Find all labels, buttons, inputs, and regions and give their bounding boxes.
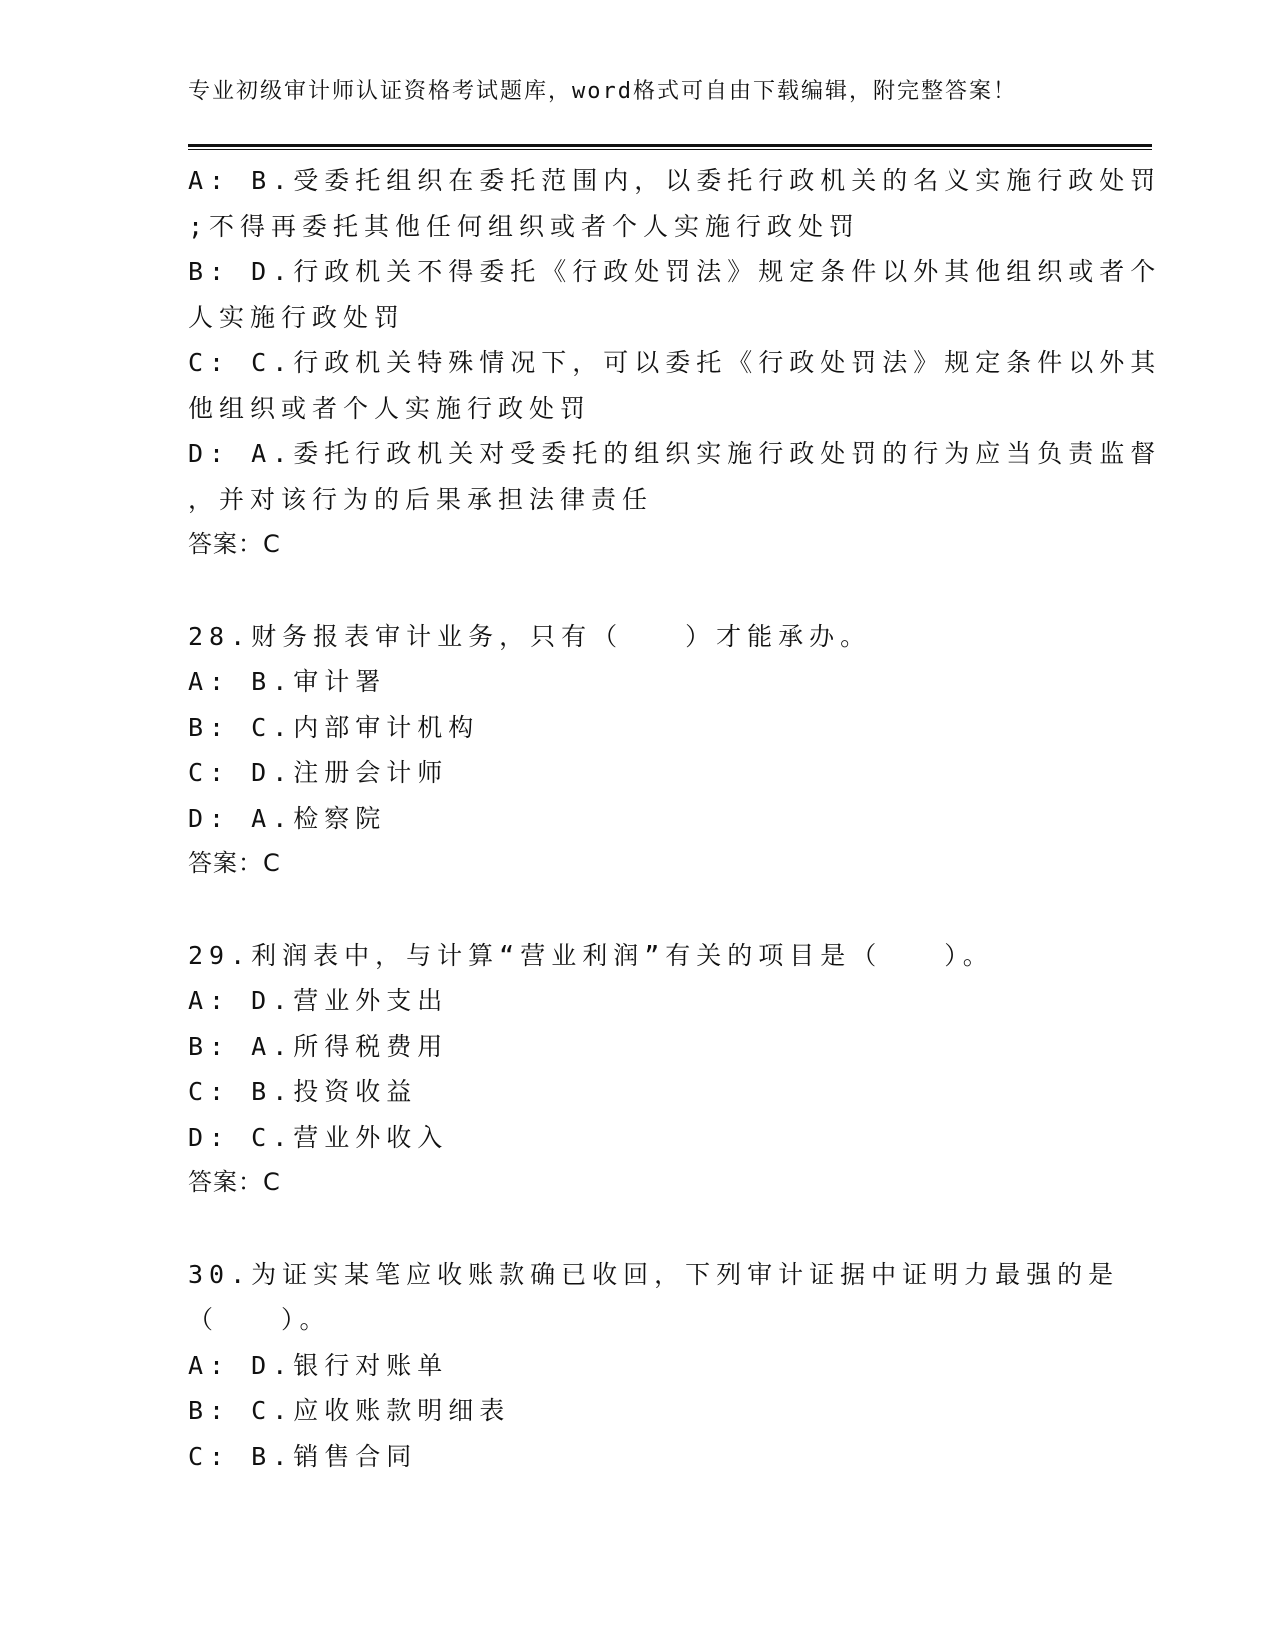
spacer: [188, 1206, 1088, 1252]
option-c: C: D.注册会计师: [188, 758, 449, 787]
option-a: A: D.银行对账单: [188, 1350, 449, 1380]
header-divider: [188, 144, 1152, 150]
option-d: D: C.营业外收入: [188, 1122, 449, 1152]
question-text: 28.财务报表审计业务，只有（ ）才能承办。: [188, 621, 872, 651]
option-b: B: C.内部审计机构: [188, 712, 480, 742]
option-line: 人实施行政处罚: [188, 302, 406, 332]
option-b: B: A.所得税费用: [188, 1031, 449, 1061]
option-c: C: B.销售合同: [188, 1441, 418, 1471]
answer-line: 答案：C: [188, 849, 281, 877]
spacer: [188, 887, 1088, 933]
question-text: 30.为证实某笔应收账款确已收回，下列审计证据中证明力最强的是: [188, 1259, 1120, 1289]
option-line: C: C.行政机关特殊情况下，可以委托《行政处罚法》规定条件以外其: [188, 348, 1162, 377]
option-a: A: B.审计署: [188, 667, 387, 696]
option-b: B: C.应收账款明细表: [188, 1396, 511, 1425]
option-a: A: D.营业外支出: [188, 986, 449, 1015]
spacer: [188, 568, 1088, 614]
question-29: [188, 933, 1088, 1206]
document-header: 专业初级审计师认证资格考试题库，word格式可自由下载编辑，附完整答案！: [188, 79, 1017, 104]
question-28: [188, 614, 1088, 887]
question-text: 29.利润表中，与计算“营业利润”有关的项目是（ ）。: [188, 940, 994, 970]
option-line: B: D.行政机关不得委托《行政处罚法》规定条件以外其他组织或者个: [188, 257, 1162, 286]
question-27: [188, 158, 1162, 568]
option-line: A: B.受委托组织在委托范围内，以委托行政机关的名义实施行政处罚: [188, 166, 1162, 195]
question-30: [188, 1252, 1120, 1480]
option-line: D: A.委托行政机关对受委托的组织实施行政处罚的行为应当负责监督: [188, 439, 1162, 468]
question-list: [188, 158, 1162, 1479]
option-line: 他组织或者个人实施行政处罚: [188, 393, 592, 423]
option-line: ，并对该行为的后果承担法律责任: [188, 484, 654, 514]
option-c: C: B.投资收益: [188, 1077, 418, 1106]
answer-line: 答案：C: [188, 1168, 281, 1196]
option-d: D: A.检察院: [188, 803, 387, 833]
answer-line: 答案：C: [188, 530, 281, 558]
question-text: （ ）。: [188, 1305, 331, 1334]
option-line: ;不得再委托其他任何组织或者个人实施行政处罚: [188, 211, 861, 241]
